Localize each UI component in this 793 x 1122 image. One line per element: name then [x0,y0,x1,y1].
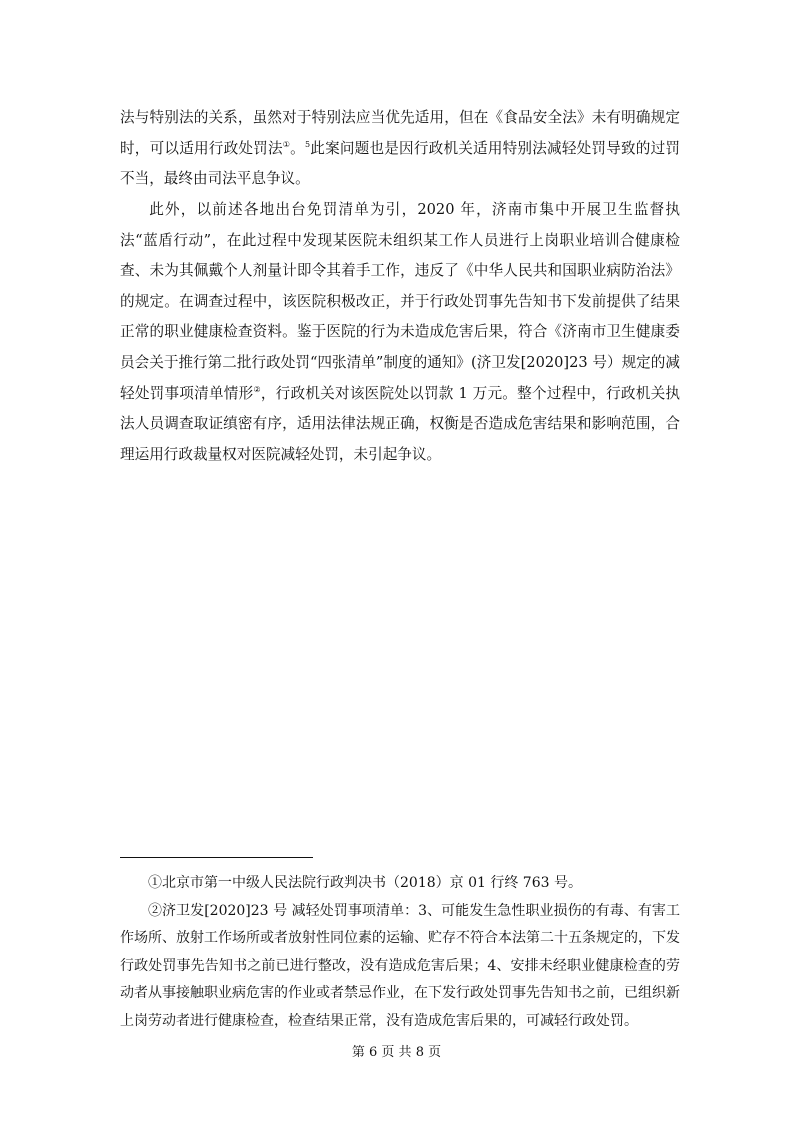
paragraph-text: 。 [290,139,305,157]
paragraph-text: 法与特别法的关系，虽然对于特别法应当优先适用，但在《食品安全法》未有明确规定时，可以适用行政处罚法 [120,109,680,157]
footnotes [120,870,680,1035]
body-paragraph-1 [120,103,680,195]
paragraph-text: 此案问题也是因行政机关适用特别法减轻处罚导致的过罚不当，最终由司法平息争议。 [120,139,680,188]
page-number-current: 6 [369,1045,378,1060]
footnote-ref-1[interactable]: ① [282,139,291,149]
page-number-middle: 页 共 [381,1045,412,1060]
footnote-ref-stray: 5 [304,139,311,149]
footnote-1: ①北京市第一中级人民法院行政判决书（2018）京 01 行终 763 号。 [148,875,582,891]
page-number [0,1041,793,1060]
page-number-suffix: 页 [428,1045,442,1060]
footnote-separator [120,857,313,858]
footnote-2: ②济卫发[2020]23 号 减轻处罚事项清单：3、可能发生急性职业损伤的有毒、有害工作场所、放射工作场所或者放射性同位素的运输、贮存不符合本法第二十五条规定的，下发行政处罚事先告知书之前已进行整改，没有造成危害后果；4、安排未经职业健康检查的劳动者从事接触职业病危害的作业或者禁忌作业，在下发行政处罚事先告知书之前，已组织新上岗劳动者进行健康检查，检查结果正常，没有造成危害后果的，可减轻行政处罚。 [120,902,680,1029]
body-paragraph-2 [120,195,680,470]
page-number-prefix: 第 [351,1045,365,1060]
page-number-total: 8 [415,1045,424,1060]
paragraph-text: 此外，以前述各地出台免罚清单为引，2020 年，济南市集中开展卫生监督执法“蓝盾行动”，在此过程中发现某医院未组织某工作人员进行上岗职业培训合健康检查、未为其佩戴个人剂量计即令其着手工作，违反了《中华人民共和国职业病防治法》的规定。在调查过程中，该医院积极改正，并于行政处罚事先告知书下发前提供了结果正常的职业健康检查资料。鉴于医院的行为未造成危害后果，符合《济南市卫生健康委员会关于推行第二批行政处罚“四张清单”制度的通知》(济卫发[2020]23 号）规定的减轻处罚事项清单情形 [120,201,680,402]
footnote-ref-2[interactable]: ② [253,384,261,394]
paragraph-text: ，行政机关对该医院处以罚款 1 万元。整个过程中，行政机关执法人员调查取证缜密有序，适用法律法规正确，权衡是否造成危害结果和影响范围，合理运用行政裁量权对医院减轻处罚，未引起争议。 [120,384,680,463]
